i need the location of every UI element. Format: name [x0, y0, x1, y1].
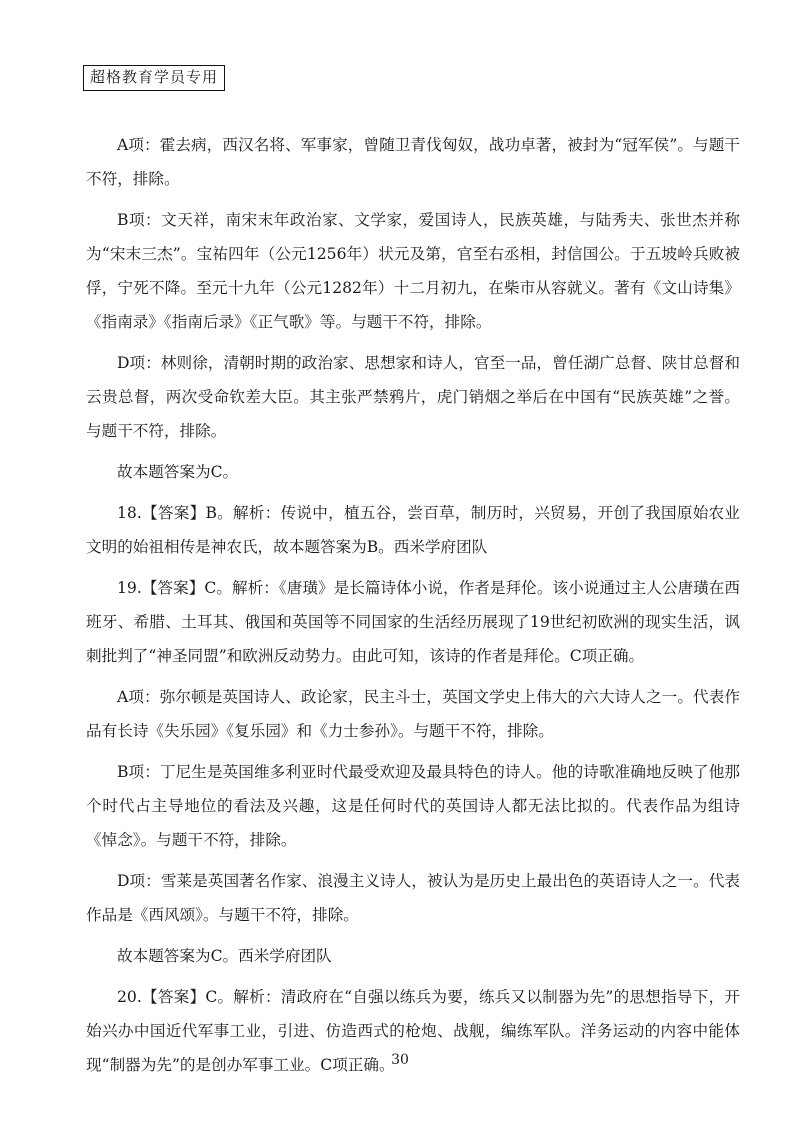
paragraph-a-option-milton: A项：弥尔顿是英国诗人、政论家，民主斗士，英国文学史上伟大的六大诗人之一。代表作品有长诗《失乐园》《复乐园》和《力士参孙》。与题干不符，排除。 — [86, 688, 740, 740]
paragraph-d-option-shelley: D项：雪莱是英国著名作家、浪漫主义诗人，被认为是历史上最出色的英语诗人之一。代表作品是《西风颂》。与题干不符，排除。 — [86, 872, 740, 924]
paragraph-question-20: 20.【答案】C。解析：清政府在“自强以练兵为要，练兵又以制器为先”的思想指导下，开始兴办中国近代军事工业，引进、仿造西式的枪炮、战舰，编练军队。洋务运动的内容中能体现“制器为先”的是创办军事工业。C项正确。 — [86, 988, 740, 1074]
paragraph-b-option-tennyson: B项：丁尼生是英国维多利亚时代最受欢迎及最具特色的诗人。他的诗歌准确地反映了他那个时代占主导地位的看法及兴趣，这是任何时代的英国诗人都无法比拟的。代表作品为组诗《悼念》。与题干不符，排除。 — [86, 763, 740, 849]
paragraph-answer-17: 故本题答案为C。 — [117, 463, 239, 481]
paragraph-b-option-wen-tianxiang: B项：文天祥，南宋末年政治家、文学家，爱国诗人，民族英雄，与陆秀夫、张世杰并称为“宋末三杰”。宝祐四年（公元1256年）状元及第，官至右丞相，封信国公。于五坡岭兵败被俘，宁死不降。至元十九年（公元1282年）十二月初九，在柴市从容就义。著有《文山诗集》《指南录》《指南后录》《正气歌》等。与题干不符，排除。 — [86, 211, 740, 331]
paragraph-answer-19: 故本题答案为C。西米学府团队 — [117, 947, 332, 965]
header-label: 超格教育学员专用 — [83, 65, 225, 91]
paragraph-question-18: 18.【答案】B。解析：传说中，植五谷，尝百草，制历时，兴贸易，开创了我国原始农业文明的始祖相传是神农氏，故本题答案为B。西米学府团队 — [86, 504, 740, 556]
document-body — [86, 128, 740, 1089]
page-number: 30 — [391, 1052, 409, 1068]
paragraph-d-option-lin-zexu: D项：林则徐，清朝时期的政治家、思想家和诗人，官至一品，曾任湖广总督、陕甘总督和云贵总督，两次受命钦差大臣。其主张严禁鸦片，虎门销烟之举后在中国有“民族英雄”之誉。与题干不符，排除。 — [86, 354, 740, 440]
paragraph-question-19: 19.【答案】C。解析：《唐璜》是长篇诗体小说，作者是拜伦。该小说通过主人公唐璜在西班牙、希腊、土耳其、俄国和英国等不同国家的生活经历展现了19世纪初欧洲的现实生活，讽刺批判了“神圣同盟”和欧洲反动势力。由此可知，该诗的作者是拜伦。C项正确。 — [86, 579, 740, 665]
paragraph-a-option-huo-qubing: A项：霍去病，西汉名将、军事家，曾随卫青伐匈奴，战功卓著，被封为“冠军侯”。与题干不符，排除。 — [86, 136, 740, 188]
